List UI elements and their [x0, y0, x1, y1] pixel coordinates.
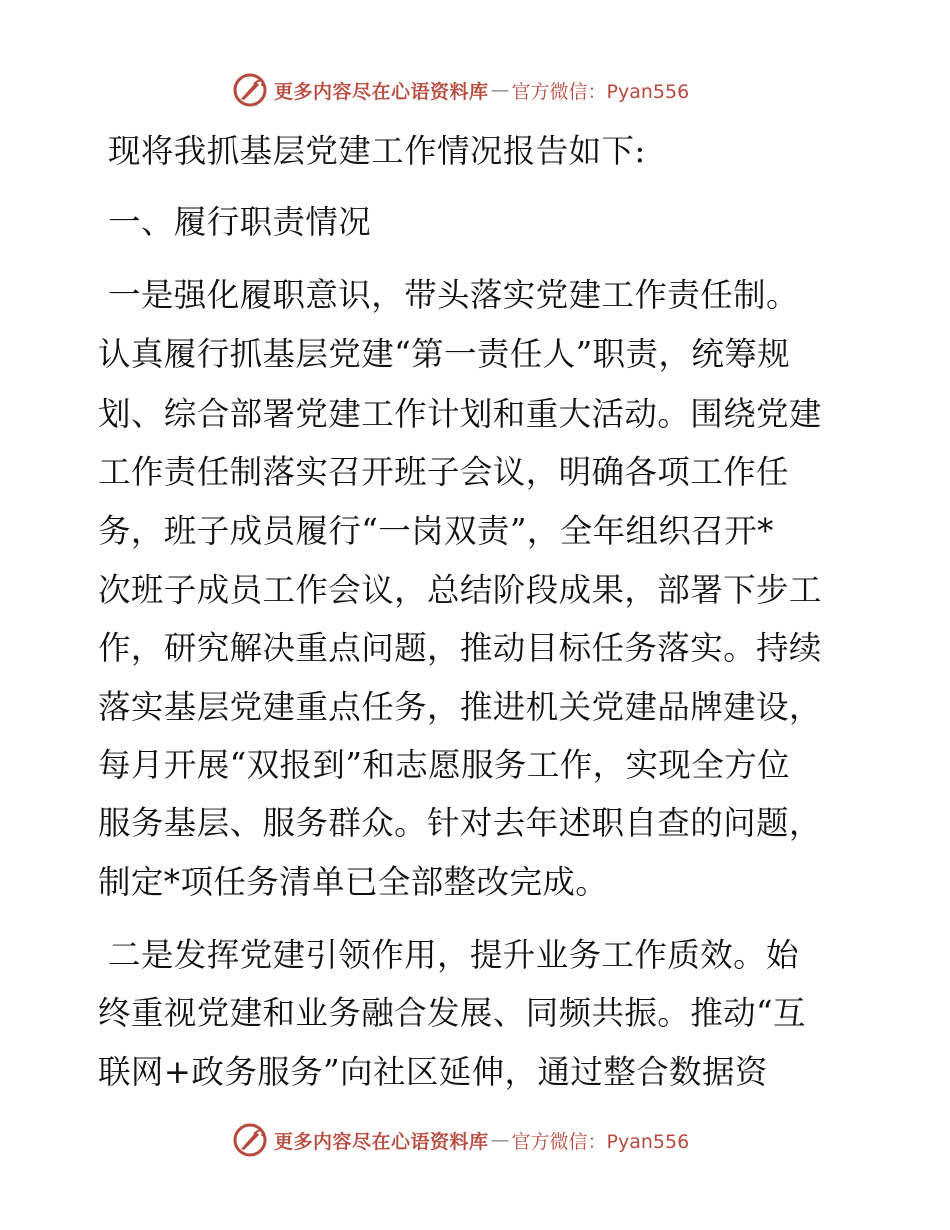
- paragraph1-line: 落实基层党建重点任务，推进机关党建品牌建设，: [98, 688, 822, 726]
- feather-pen-logo-icon: [232, 72, 268, 108]
- paragraph1-line: 务，班子成员履行“一岗双责”，全年组织召开*: [98, 512, 774, 550]
- paragraph1-line: 工作责任制落实召开班子会议，明确各项工作任: [98, 453, 789, 491]
- paragraph2-line: 二是发挥党建引领作用，提升业务工作质效。始: [108, 936, 799, 974]
- paragraph1-line: 认真履行抓基层党建“第一责任人”职责，统筹规: [98, 335, 791, 373]
- watermark-separator: —: [490, 1129, 510, 1151]
- paragraph1-line: 作，研究解决重点问题，推动目标任务落实。持续: [98, 629, 822, 667]
- footer-watermark: [232, 1122, 689, 1158]
- paragraph1-line: 每月开展“双报到”和志愿服务工作，实现全方位: [98, 746, 791, 784]
- paragraph2-line: 联网+政务服务”向社区延伸，通过整合数据资: [98, 1053, 768, 1091]
- paragraph1-line: 制定*项任务清单已全部整改完成。: [98, 863, 609, 901]
- paragraph1-line: 服务基层、服务群众。针对去年述职自查的问题，: [98, 804, 822, 842]
- paragraph1-line: 次班子成员工作会议，总结阶段成果，部署下步工: [98, 571, 822, 609]
- paragraph1-line: 划、综合部署党建工作计划和重大活动。围绕党建: [98, 395, 822, 433]
- watermark-contact: 官方微信：Pyan556: [511, 1130, 690, 1153]
- section-heading: 一、履行职责情况: [108, 203, 372, 241]
- paragraph1-line: 一是强化履职意识，带头落实党建工作责任制。: [108, 276, 799, 314]
- watermark-separator: —: [490, 79, 510, 101]
- watermark-text: 更多内容尽在心语资料库: [274, 1130, 489, 1153]
- header-watermark: [232, 72, 689, 108]
- watermark-text: 更多内容尽在心语资料库: [274, 80, 489, 103]
- feather-pen-logo-icon: [232, 1122, 268, 1158]
- paragraph2-line: 终重视党建和业务融合发展、同频共振。推动“互: [98, 994, 806, 1032]
- intro-line: 现将我抓基层党建工作情况报告如下:: [108, 132, 646, 170]
- watermark-contact: 官方微信：Pyan556: [511, 80, 690, 103]
